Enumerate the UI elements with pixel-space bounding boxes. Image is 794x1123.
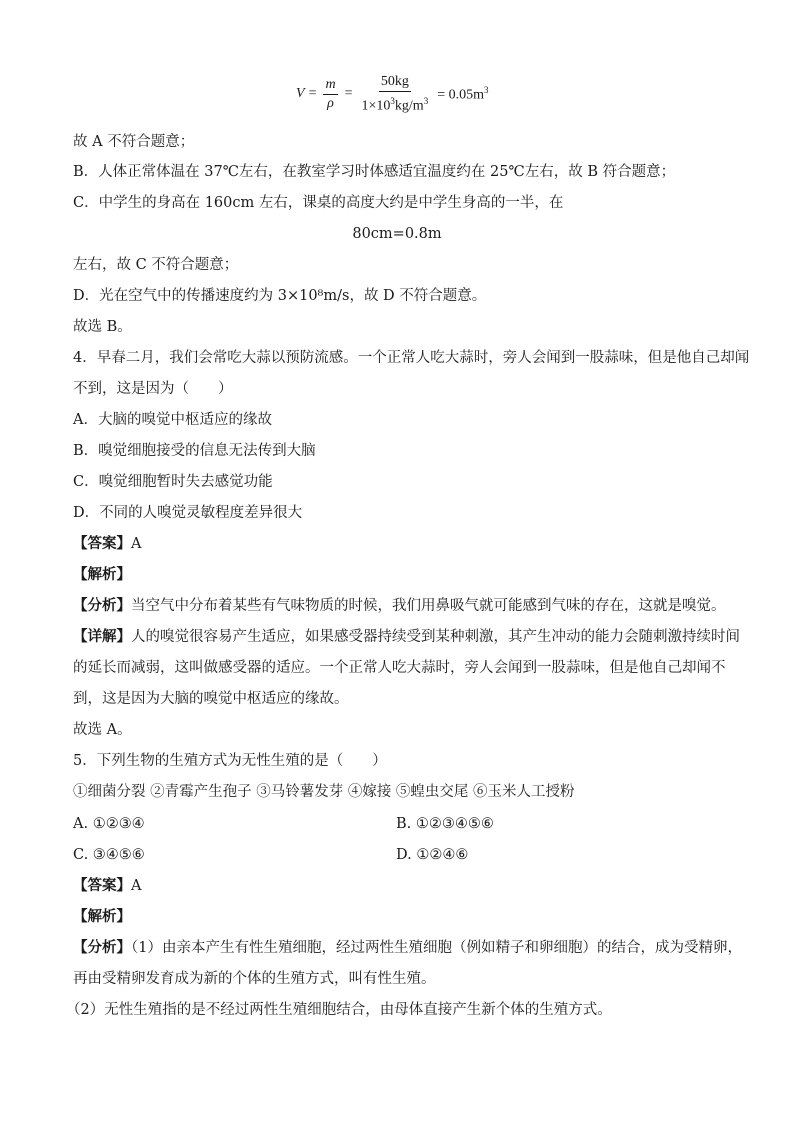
answer-value: A — [131, 878, 142, 894]
analysis-line — [73, 938, 742, 958]
text-line: B．人体正常体温在 37℃左右，在教室学习时体感适宜温度约在 25℃左右，故 B 符合题意； — [73, 164, 676, 180]
option-d: D．不同的人嗅觉灵敏程度差异很大 — [73, 505, 303, 521]
option-a: A. ①②③④ — [73, 816, 145, 832]
analysis-tag: 【解析】 — [73, 908, 131, 925]
option-d: D. ①②④⑥ — [396, 847, 469, 863]
option-b: B．嗅觉细胞接受的信息无法传到大脑 — [73, 443, 316, 459]
formula-equals: = — [308, 86, 317, 101]
answer-tag: 【答案】 — [73, 535, 131, 552]
option-c: C. ③④⑤⑥ — [73, 847, 145, 863]
xiangjie-tag: 【详解】 — [73, 628, 131, 645]
xiangjie-text: 人的嗅觉很容易产生适应，如果感受器持续受到某种刺激，其产生冲动的能力会随刺激持续时间 — [131, 629, 740, 645]
detail-line — [73, 627, 740, 647]
detail-line: 的延长而减弱，这叫做感受器的适应。一个正常人吃大蒜时，旁人会闻到一股蒜味，但是他自己却闻不 — [73, 660, 726, 676]
option-c: C．嗅觉细胞暂时失去感觉功能 — [73, 474, 273, 490]
formula-mass-symbol: m — [323, 77, 337, 95]
centered-equation: 80cm=0.8m — [352, 226, 442, 242]
text-line: 故 A 不符合题意； — [73, 134, 195, 150]
density-volume-formula — [296, 74, 488, 114]
analysis-heading — [73, 907, 131, 927]
question-stem: 4．早春二月，我们会常吃大蒜以预防流感。一个正常人吃大蒜时，旁人会闻到一股蒜味，但是他自己却闻 — [73, 350, 750, 366]
question-stem: 不到，这是因为（ ） — [73, 381, 233, 397]
analysis-tag: 【解析】 — [73, 566, 131, 583]
formula-numerator: 50kg — [379, 74, 411, 92]
formula-density-symbol: ρ — [327, 95, 334, 111]
analysis-line: （2）无性生殖指的是不经过两性生殖细胞结合，由母体直接产生新个体的生殖方式。 — [66, 1002, 612, 1018]
fenxi-tag: 【分析】 — [73, 939, 131, 956]
text-line: 故选 B。 — [73, 319, 132, 335]
fenxi-text: 当空气中分布着某些有气味物质的时候，我们用鼻吸气就可能感到气味的存在，这就是嗅觉。 — [131, 598, 726, 614]
text-line: 左右，故 C 不符合题意； — [73, 257, 239, 273]
formula-mass-over-density — [323, 77, 337, 112]
answer-line — [73, 534, 141, 554]
formula-volume-symbol: V — [296, 86, 305, 101]
formula-numeric-fraction — [360, 74, 431, 115]
text-line: C．中学生的身高在 160cm 左右，课桌的高度大约是中学生身高的一半，在 — [73, 195, 564, 211]
detail-line: 到，这是因为大脑的嗅觉中枢适应的缘故。 — [73, 691, 349, 707]
question-stem: 5．下列生物的生殖方式为无性生殖的是（ ） — [73, 753, 387, 769]
answer-tag: 【答案】 — [73, 877, 131, 894]
formula-denominator: $1\times 10^3kg/m^3$ — [361, 95, 429, 114]
formula-equals: = — [344, 86, 353, 101]
question-items: ①细菌分裂 ②青霉产生孢子 ③马铃薯发芽 ④嫁接 ⑤蝗虫交尾 ⑥玉米人工授粉 — [73, 784, 575, 800]
text-line: D．光在空气中的传播速度约为 3×10⁸m/s，故 D 不符合题意。 — [73, 288, 487, 304]
answer-value: A — [131, 536, 142, 552]
formula-result: = $0.05m^3$ — [437, 84, 489, 103]
analysis-line: 再由受精卵发育成为新的个体的生殖方式，叫有性生殖。 — [73, 971, 436, 987]
analysis-line — [73, 596, 726, 616]
answer-line — [73, 876, 141, 896]
conclusion-line: 故选 A。 — [73, 722, 132, 738]
analysis-heading — [73, 565, 131, 585]
fenxi-tag: 【分析】 — [73, 597, 131, 614]
option-b: B. ①②③④⑤⑥ — [396, 816, 494, 832]
fenxi-text: （1）由亲本产生有性生殖细胞，经过两性生殖细胞（例如精子和卵细胞）的结合，成为受精卵， — [131, 940, 742, 956]
option-a: A．大脑的嗅觉中枢适应的缘故 — [73, 412, 272, 428]
